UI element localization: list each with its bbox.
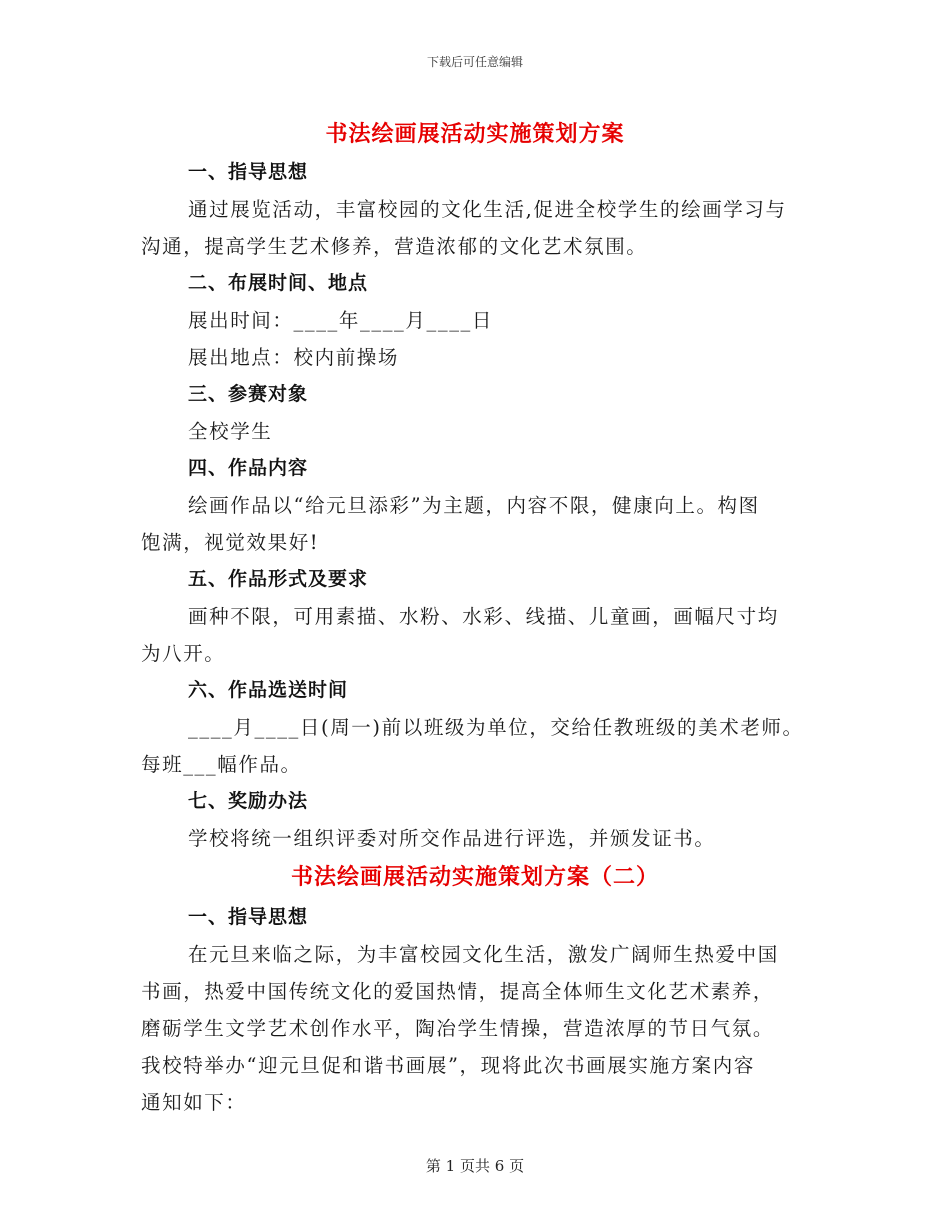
paragraph-line: ____月____日(周一)前以班级为单位，交给任教班级的美术老师。 — [188, 716, 804, 739]
paragraph-line: 通过展览活动，丰富校园的文化生活,促进全校学生的绘画学习与 — [188, 198, 787, 221]
paragraph-line: 为八开。 — [141, 642, 226, 665]
paragraph-line: 我校特举办“迎元旦促和谐书画展”，现将此次书画展实施方案内容 — [141, 1054, 755, 1077]
section-heading-awards: 七、奖励办法 — [188, 790, 309, 812]
document-title: 书法绘画展活动实施策划方案 — [325, 121, 625, 147]
paragraph-line: 通知如下： — [141, 1091, 247, 1114]
paragraph-line: 在元旦来临之际，为丰富校园文化生活，激发广阔师生热爱中国 — [188, 943, 779, 966]
section-heading-form-requirements: 五、作品形式及要求 — [188, 568, 369, 590]
paragraph-line: 饱满，视觉效果好! — [141, 531, 320, 554]
paragraph-line: 画种不限，可用素描、水粉、水彩、线描、儿童画，画幅尺寸均 — [188, 605, 779, 628]
paragraph-line: 每班___幅作品。 — [141, 753, 302, 776]
paragraph-line: 书画，热爱中国传统文化的爱国热情，提高全体师生文化艺术素养， — [141, 980, 775, 1003]
page-number-footer: 第 1 页共 6 页 — [425, 1157, 525, 1175]
exhibition-time-line: 展出时间：____年____月____日 — [188, 309, 493, 332]
paragraph-line: 磨砺学生文学艺术创作水平，陶冶学生情操，营造浓厚的节日气氛。 — [141, 1017, 775, 1040]
section-heading-guiding-ideology-part-two: 一、指导思想 — [188, 906, 309, 928]
paragraph-line: 沟通，提高学生艺术修养，营造浓郁的文化艺术氛围。 — [141, 235, 648, 258]
section-heading-time-place: 二、布展时间、地点 — [188, 272, 369, 294]
page-header-note: 下载后可任意编辑 — [426, 55, 523, 69]
section-heading-content: 四、作品内容 — [188, 457, 309, 479]
paragraph-line: 全校学生 — [188, 420, 273, 443]
document-title-part-two: 书法绘画展活动实施策划方案（二） — [290, 864, 659, 890]
paragraph-line: 绘画作品以“给元旦添彩”为主题，内容不限，健康向上。构图 — [188, 494, 760, 517]
exhibition-place-line: 展出地点：校内前操场 — [188, 346, 400, 369]
paragraph-line: 学校将统一组织评委对所交作品进行评选，并颁发证书。 — [188, 827, 716, 850]
section-heading-guiding-ideology: 一、指导思想 — [188, 161, 309, 183]
section-heading-submission-time: 六、作品选送时间 — [188, 679, 349, 701]
section-heading-participants: 三、参赛对象 — [188, 383, 309, 405]
